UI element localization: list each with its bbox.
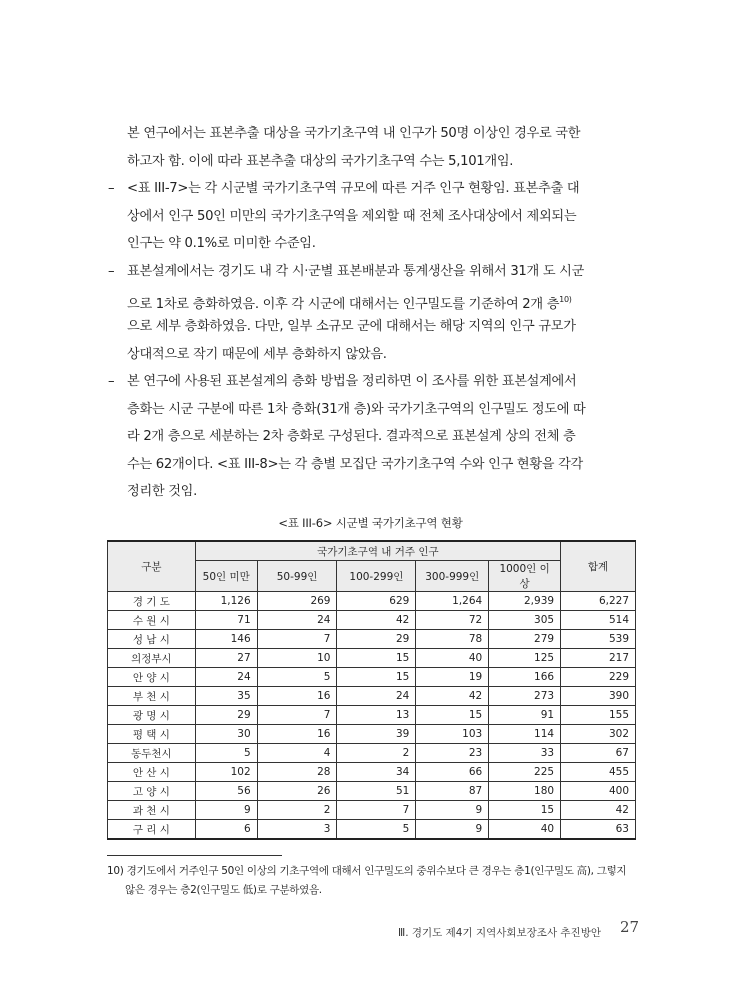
value-cell: 33 xyxy=(489,744,561,763)
footnote-line: 않은 경우는 층2(인구밀도 低)로 구분하였음. xyxy=(125,884,322,896)
bullet-paragraph-1 xyxy=(108,175,637,258)
footnote-line: 10) 경기도에서 거주인구 50인 이상의 기초구역에 대해서 인구밀도의 중위수보다 큰 경우는 층1(인구밀도 高), 그렇지 xyxy=(107,865,627,877)
value-cell: 29 xyxy=(195,706,257,725)
text-line: 인구는 약 0.1%로 미미한 수준임. xyxy=(127,236,316,251)
total-cell: 63 xyxy=(561,820,636,840)
footnote xyxy=(107,862,637,900)
value-cell: 4 xyxy=(257,744,337,763)
text-line: 상대적으로 작기 때문에 세부 층화하지 않았음. xyxy=(127,346,387,362)
value-cell: 2,939 xyxy=(489,592,561,611)
value-cell: 9 xyxy=(416,801,489,820)
text-line: 하고자 함. 이에 따라 표본추출 대상의 국가기초구역 수는 5,101개임. xyxy=(127,153,514,169)
total-cell: 390 xyxy=(561,687,636,706)
value-cell: 1,264 xyxy=(416,592,489,611)
table-row xyxy=(108,668,636,687)
value-cell: 19 xyxy=(416,668,489,687)
region-cell: 경 기 도 xyxy=(108,592,196,611)
region-cell: 광 명 시 xyxy=(108,706,196,725)
bullet-dash: – xyxy=(108,264,115,279)
total-cell: 42 xyxy=(561,801,636,820)
value-cell: 7 xyxy=(257,630,337,649)
region-cell: 성 남 시 xyxy=(108,630,196,649)
table-row xyxy=(108,611,636,630)
value-cell: 87 xyxy=(416,782,489,801)
value-cell: 166 xyxy=(489,668,561,687)
value-cell: 114 xyxy=(489,725,561,744)
bullet-dash: – xyxy=(108,374,115,389)
region-cell: 과 천 시 xyxy=(108,801,196,820)
value-cell: 91 xyxy=(489,706,561,725)
subheader-cell: 50인 미만 xyxy=(195,561,257,592)
table-row xyxy=(108,725,636,744)
subheader-cell: 300-999인 xyxy=(416,561,489,592)
value-cell: 16 xyxy=(257,725,337,744)
value-cell: 30 xyxy=(195,725,257,744)
text-line: 수는 62개이다. <표 III-8>는 각 층별 모집단 국가기초구역 수와 인구 현황을 각각 xyxy=(127,456,583,472)
text-span: 으로 1차로 층화하였음. 이후 각 시군에 대해서는 인구밀도를 기준하여 2개 층 xyxy=(127,296,560,312)
value-cell: 24 xyxy=(195,668,257,687)
total-cell: 539 xyxy=(561,630,636,649)
value-cell: 16 xyxy=(257,687,337,706)
value-cell: 42 xyxy=(416,687,489,706)
value-cell: 9 xyxy=(416,820,489,840)
footnote-divider xyxy=(107,855,282,856)
bullet-paragraph-3 xyxy=(108,368,637,506)
region-cell: 수 원 시 xyxy=(108,611,196,630)
text-line xyxy=(127,286,637,314)
value-cell: 2 xyxy=(257,801,337,820)
total-cell: 217 xyxy=(561,649,636,668)
value-cell: 10 xyxy=(257,649,337,668)
header-gubun: 구분 xyxy=(108,541,196,592)
total-cell: 67 xyxy=(561,744,636,763)
text-line: 본 연구에서는 표본추출 대상을 국가기초구역 내 인구가 50명 이상인 경우로 국한 xyxy=(127,126,581,141)
total-cell: 6,227 xyxy=(561,592,636,611)
region-cell: 고 양 시 xyxy=(108,782,196,801)
value-cell: 6 xyxy=(195,820,257,840)
page-number: 27 xyxy=(620,918,640,936)
total-cell: 302 xyxy=(561,725,636,744)
value-cell: 28 xyxy=(257,763,337,782)
value-cell: 5 xyxy=(337,820,416,840)
text-line: 층화는 시군 구분에 따른 1차 층화(31개 층)와 국가기초구역의 인구밀도 정도에 따 xyxy=(127,401,586,417)
region-cell: 평 택 시 xyxy=(108,725,196,744)
text-line: <표 III-7>는 각 시군별 국가기초구역 규모에 따른 거주 인구 현황임. 표본추출 대 xyxy=(127,181,580,196)
table-row xyxy=(108,782,636,801)
header-total: 합계 xyxy=(561,541,636,592)
table-body xyxy=(108,592,636,840)
value-cell: 71 xyxy=(195,611,257,630)
text-line: 으로 세부 층화하였음. 다만, 일부 소규모 군에 대해서는 해당 지역의 인구 규모가 xyxy=(127,319,576,334)
value-cell: 15 xyxy=(489,801,561,820)
table-row xyxy=(108,687,636,706)
value-cell: 279 xyxy=(489,630,561,649)
text-line: 상에서 인구 50인 미만의 국가기초구역을 제외할 때 전체 조사대상에서 제외되는 xyxy=(127,208,577,224)
value-cell: 225 xyxy=(489,763,561,782)
value-cell: 42 xyxy=(337,611,416,630)
region-cell: 구 리 시 xyxy=(108,820,196,840)
intro-paragraph xyxy=(127,120,637,175)
value-cell: 15 xyxy=(416,706,489,725)
value-cell: 24 xyxy=(337,687,416,706)
value-cell: 40 xyxy=(489,820,561,840)
value-cell: 7 xyxy=(337,801,416,820)
region-cell: 의정부시 xyxy=(108,649,196,668)
value-cell: 146 xyxy=(195,630,257,649)
value-cell: 29 xyxy=(337,630,416,649)
value-cell: 273 xyxy=(489,687,561,706)
table-row xyxy=(108,763,636,782)
table-caption: <표 III-6> 시군별 국가기초구역 현황 xyxy=(278,516,463,530)
total-cell: 455 xyxy=(561,763,636,782)
value-cell: 56 xyxy=(195,782,257,801)
subheader-cell: 1000인 이상 xyxy=(489,561,561,592)
region-cell: 안 양 시 xyxy=(108,668,196,687)
value-cell: 629 xyxy=(337,592,416,611)
subheader-cell: 50-99인 xyxy=(257,561,337,592)
text-line: 정리한 것임. xyxy=(127,484,197,499)
value-cell: 102 xyxy=(195,763,257,782)
table-row xyxy=(108,706,636,725)
value-cell: 103 xyxy=(416,725,489,744)
total-cell: 400 xyxy=(561,782,636,801)
value-cell: 9 xyxy=(195,801,257,820)
table-row xyxy=(108,630,636,649)
value-cell: 27 xyxy=(195,649,257,668)
table-row xyxy=(108,744,636,763)
text-line: 라 2개 층으로 세분하는 2차 층화로 구성된다. 결과적으로 표본설계 상의 전체 층 xyxy=(127,429,576,444)
running-footer-title: Ⅲ. 경기도 제4기 지역사회보장조사 추진방안 xyxy=(397,927,601,939)
value-cell: 5 xyxy=(257,668,337,687)
value-cell: 305 xyxy=(489,611,561,630)
total-cell: 155 xyxy=(561,706,636,725)
table-row xyxy=(108,592,636,611)
region-cell: 안 산 시 xyxy=(108,763,196,782)
total-cell: 514 xyxy=(561,611,636,630)
bullet-paragraph-2 xyxy=(108,258,637,368)
value-cell: 180 xyxy=(489,782,561,801)
header-population-group: 국가기초구역 내 거주 인구 xyxy=(195,541,560,561)
subheader-cell: 100-299인 xyxy=(337,561,416,592)
value-cell: 23 xyxy=(416,744,489,763)
value-cell: 35 xyxy=(195,687,257,706)
value-cell: 15 xyxy=(337,649,416,668)
table-row xyxy=(108,801,636,820)
bullet-dash: – xyxy=(108,181,115,196)
value-cell: 7 xyxy=(257,706,337,725)
value-cell: 66 xyxy=(416,763,489,782)
table-row xyxy=(108,820,636,840)
text-line: 본 연구에 사용된 표본설계의 층화 방법을 정리하면 이 조사를 위한 표본설계에서 xyxy=(127,374,577,389)
value-cell: 5 xyxy=(195,744,257,763)
value-cell: 269 xyxy=(257,592,337,611)
value-cell: 39 xyxy=(337,725,416,744)
table-header-row xyxy=(108,541,636,561)
region-cell: 동두천시 xyxy=(108,744,196,763)
region-stats-table xyxy=(107,540,636,840)
table-row xyxy=(108,649,636,668)
value-cell: 1,126 xyxy=(195,592,257,611)
value-cell: 51 xyxy=(337,782,416,801)
value-cell: 26 xyxy=(257,782,337,801)
region-cell: 부 천 시 xyxy=(108,687,196,706)
value-cell: 13 xyxy=(337,706,416,725)
value-cell: 15 xyxy=(337,668,416,687)
value-cell: 34 xyxy=(337,763,416,782)
value-cell: 40 xyxy=(416,649,489,668)
footnote-ref[interactable]: 10) xyxy=(559,294,572,304)
value-cell: 24 xyxy=(257,611,337,630)
value-cell: 72 xyxy=(416,611,489,630)
value-cell: 2 xyxy=(337,744,416,763)
value-cell: 78 xyxy=(416,630,489,649)
total-cell: 229 xyxy=(561,668,636,687)
value-cell: 125 xyxy=(489,649,561,668)
value-cell: 3 xyxy=(257,820,337,840)
text-line: 표본설계에서는 경기도 내 각 시·군별 표본배분과 통계생산을 위해서 31개 도 시군 xyxy=(127,264,585,279)
